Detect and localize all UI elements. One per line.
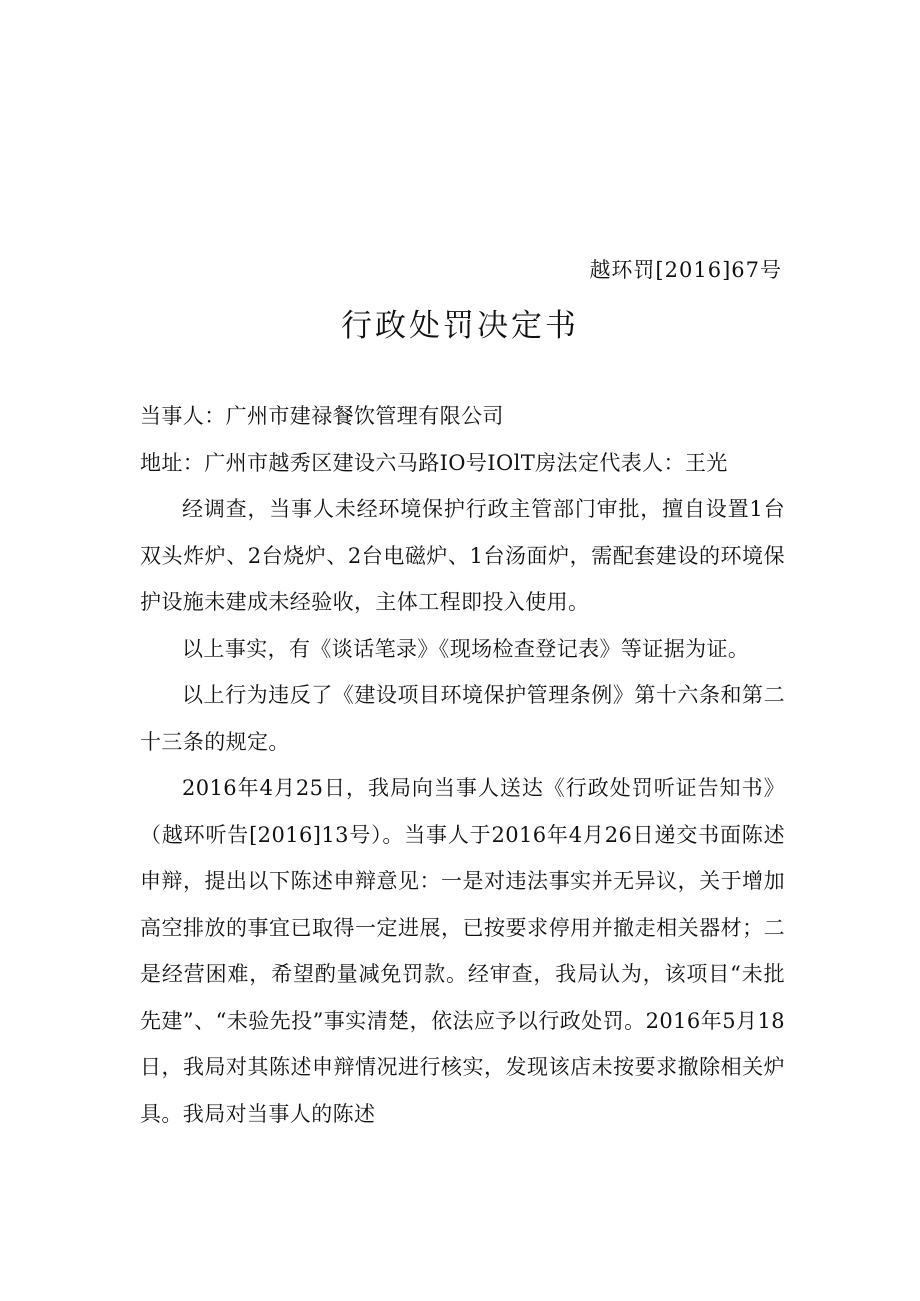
document-number: 越环罚[2016]67号	[589, 258, 782, 282]
address-line: 地址：广州市越秀区建设六马路IO号IOlT房法定代表人：王光	[140, 450, 728, 475]
document-body	[140, 393, 785, 1137]
investigation-paragraph: 经调查，当事人未经环境保护行政主管部门审批，擅自设置1台双头炸炉、2台烧炉、2台电磁炉、1台汤面炉，需配套建设的环境保护设施未建成未经验收，主体工程即投入使用。	[140, 497, 785, 614]
document-title: 行政处罚决定书	[341, 308, 579, 344]
evidence-paragraph: 以上事实，有《谈话笔录》《现场检查登记表》等证据为证。	[182, 636, 750, 661]
hearing-paragraph: 2016年4月25日，我局向当事人送达《行政处罚听证告知书》（越环听告[2016]13号）。当事人于2016年4月26日递交书面陈述申辩，提出以下陈述申辩意见：一是对违法事实并无异议，关于增加高空排放的事宜已取得一定进展，已按要求停用并撤走相关器材；二是经营困难，希望酌量减免罚款。经审查，我局认为，该项目“未批先建”、“未验先投”事实清楚，依法应予以行政处罚。2016年5月18日，我局对其陈述申辩情况进行核实，发现该店未按要求撤除相关炉具。我局对当事人的陈述	[140, 776, 785, 1126]
party-line: 当事人：广州市建禄餐饮管理有限公司	[140, 404, 504, 428]
violation-paragraph: 以上行为违反了《建设项目环境保护管理条例》第十六条和第二十三条的规定。	[140, 683, 785, 754]
